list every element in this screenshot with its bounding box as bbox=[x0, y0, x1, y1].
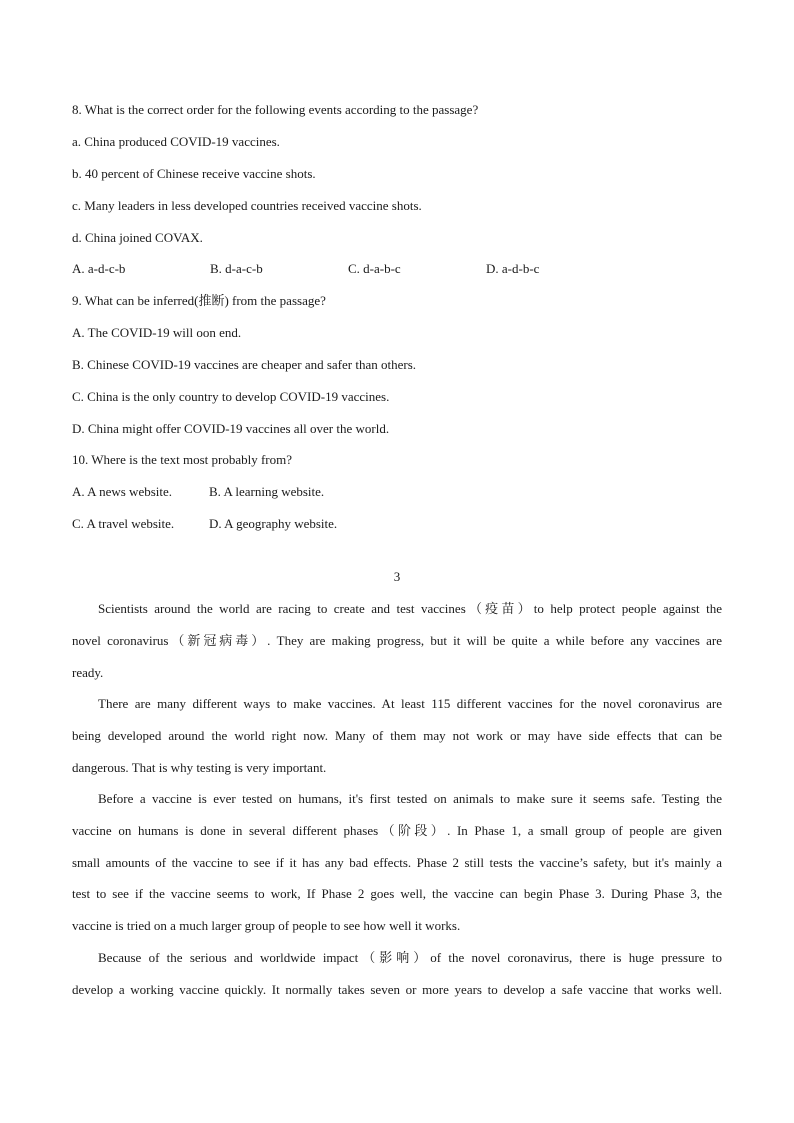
paragraph-line: novel coronavirus（新冠病毒）. They are making progress, but it will be quite a while before any vaccines are bbox=[72, 632, 722, 648]
paragraph-line: small amounts of the vaccine to see if it has any bad effects. Phase 2 still tests the vaccine’s safety, but it's mainly a bbox=[72, 854, 722, 870]
paragraph-line: ready. bbox=[72, 664, 104, 680]
question-8-options bbox=[72, 260, 722, 278]
paragraph-line: There are many different ways to make vaccines. At least 115 different vaccines for the novel coronavirus are bbox=[98, 696, 722, 711]
q10-option-d[interactable]: D. A geography website. bbox=[209, 516, 338, 531]
q8-option-b[interactable]: B. d-a-c-b bbox=[210, 261, 263, 276]
passage-paragraph-3 bbox=[72, 783, 722, 942]
q10-option-c[interactable]: C. A travel website. bbox=[72, 516, 175, 531]
question-8-stem: 8. What is the correct order for the following events according to the passage? bbox=[72, 102, 479, 117]
question-9-stem: 9. What can be inferred(推断) from the passage? bbox=[72, 293, 326, 308]
passage-number: 3 bbox=[393, 569, 401, 584]
paragraph-line: Scientists around the world are racing to create and test vaccines（疫苗）to help protect people against the bbox=[98, 601, 722, 616]
paragraph-line: vaccine on humans is done in several different phases（阶段）. In Phase 1, a small group of people are given bbox=[72, 822, 722, 838]
paragraph-line: Before a vaccine is ever tested on humans, it's first tested on animals to make sure it seems safe. Testing the bbox=[98, 791, 722, 806]
event-a: a. China produced COVID-19 vaccines. bbox=[72, 134, 280, 149]
q9-option-a[interactable]: A. The COVID-19 will oon end. bbox=[72, 325, 242, 340]
event-c: c. Many leaders in less developed countries received vaccine shots. bbox=[72, 198, 422, 213]
question-10-options-row-1 bbox=[72, 483, 722, 501]
passage-paragraph-1 bbox=[72, 593, 722, 688]
event-d: d. China joined COVAX. bbox=[72, 230, 203, 245]
q10-option-b[interactable]: B. A learning website. bbox=[209, 484, 325, 499]
q8-option-d[interactable]: D. a-d-b-c bbox=[486, 261, 540, 276]
paragraph-line: test to see if the vaccine seems to work, If Phase 2 goes well, the vaccine can begin Phase 3. During Phase 3, the bbox=[72, 886, 722, 902]
q8-option-a[interactable]: A. a-d-c-b bbox=[72, 261, 126, 276]
question-10-stem: 10. Where is the text most probably from? bbox=[72, 452, 292, 467]
q10-option-a[interactable]: A. A news website. bbox=[72, 484, 173, 499]
q9-option-c[interactable]: C. China is the only country to develop COVID-19 vaccines. bbox=[72, 389, 390, 404]
passage-paragraph-4 bbox=[72, 942, 722, 1006]
paragraph-line: dangerous. That is why testing is very important. bbox=[72, 759, 327, 775]
event-b: b. 40 percent of Chinese receive vaccine shots. bbox=[72, 166, 316, 181]
paragraph-line: being developed around the world right now. Many of them may not work or may have side effects that can be bbox=[72, 727, 722, 743]
q9-option-b[interactable]: B. Chinese COVID-19 vaccines are cheaper and safer than others. bbox=[72, 357, 417, 372]
paragraph-line: Because of the serious and worldwide impact（影响）of the novel coronavirus, there is huge pressure to bbox=[98, 950, 722, 965]
question-10-options-row-2 bbox=[72, 515, 722, 533]
q9-option-d[interactable]: D. China might offer COVID-19 vaccines all over the world. bbox=[72, 421, 390, 436]
paragraph-line: vaccine is tried on a much larger group of people to see how well it works. bbox=[72, 918, 461, 934]
passage-paragraph-2 bbox=[72, 688, 722, 783]
paragraph-line: develop a working vaccine quickly. It normally takes seven or more years to develop a safe vaccine that works well. bbox=[72, 981, 722, 997]
q8-option-c[interactable]: C. d-a-b-c bbox=[348, 261, 401, 276]
